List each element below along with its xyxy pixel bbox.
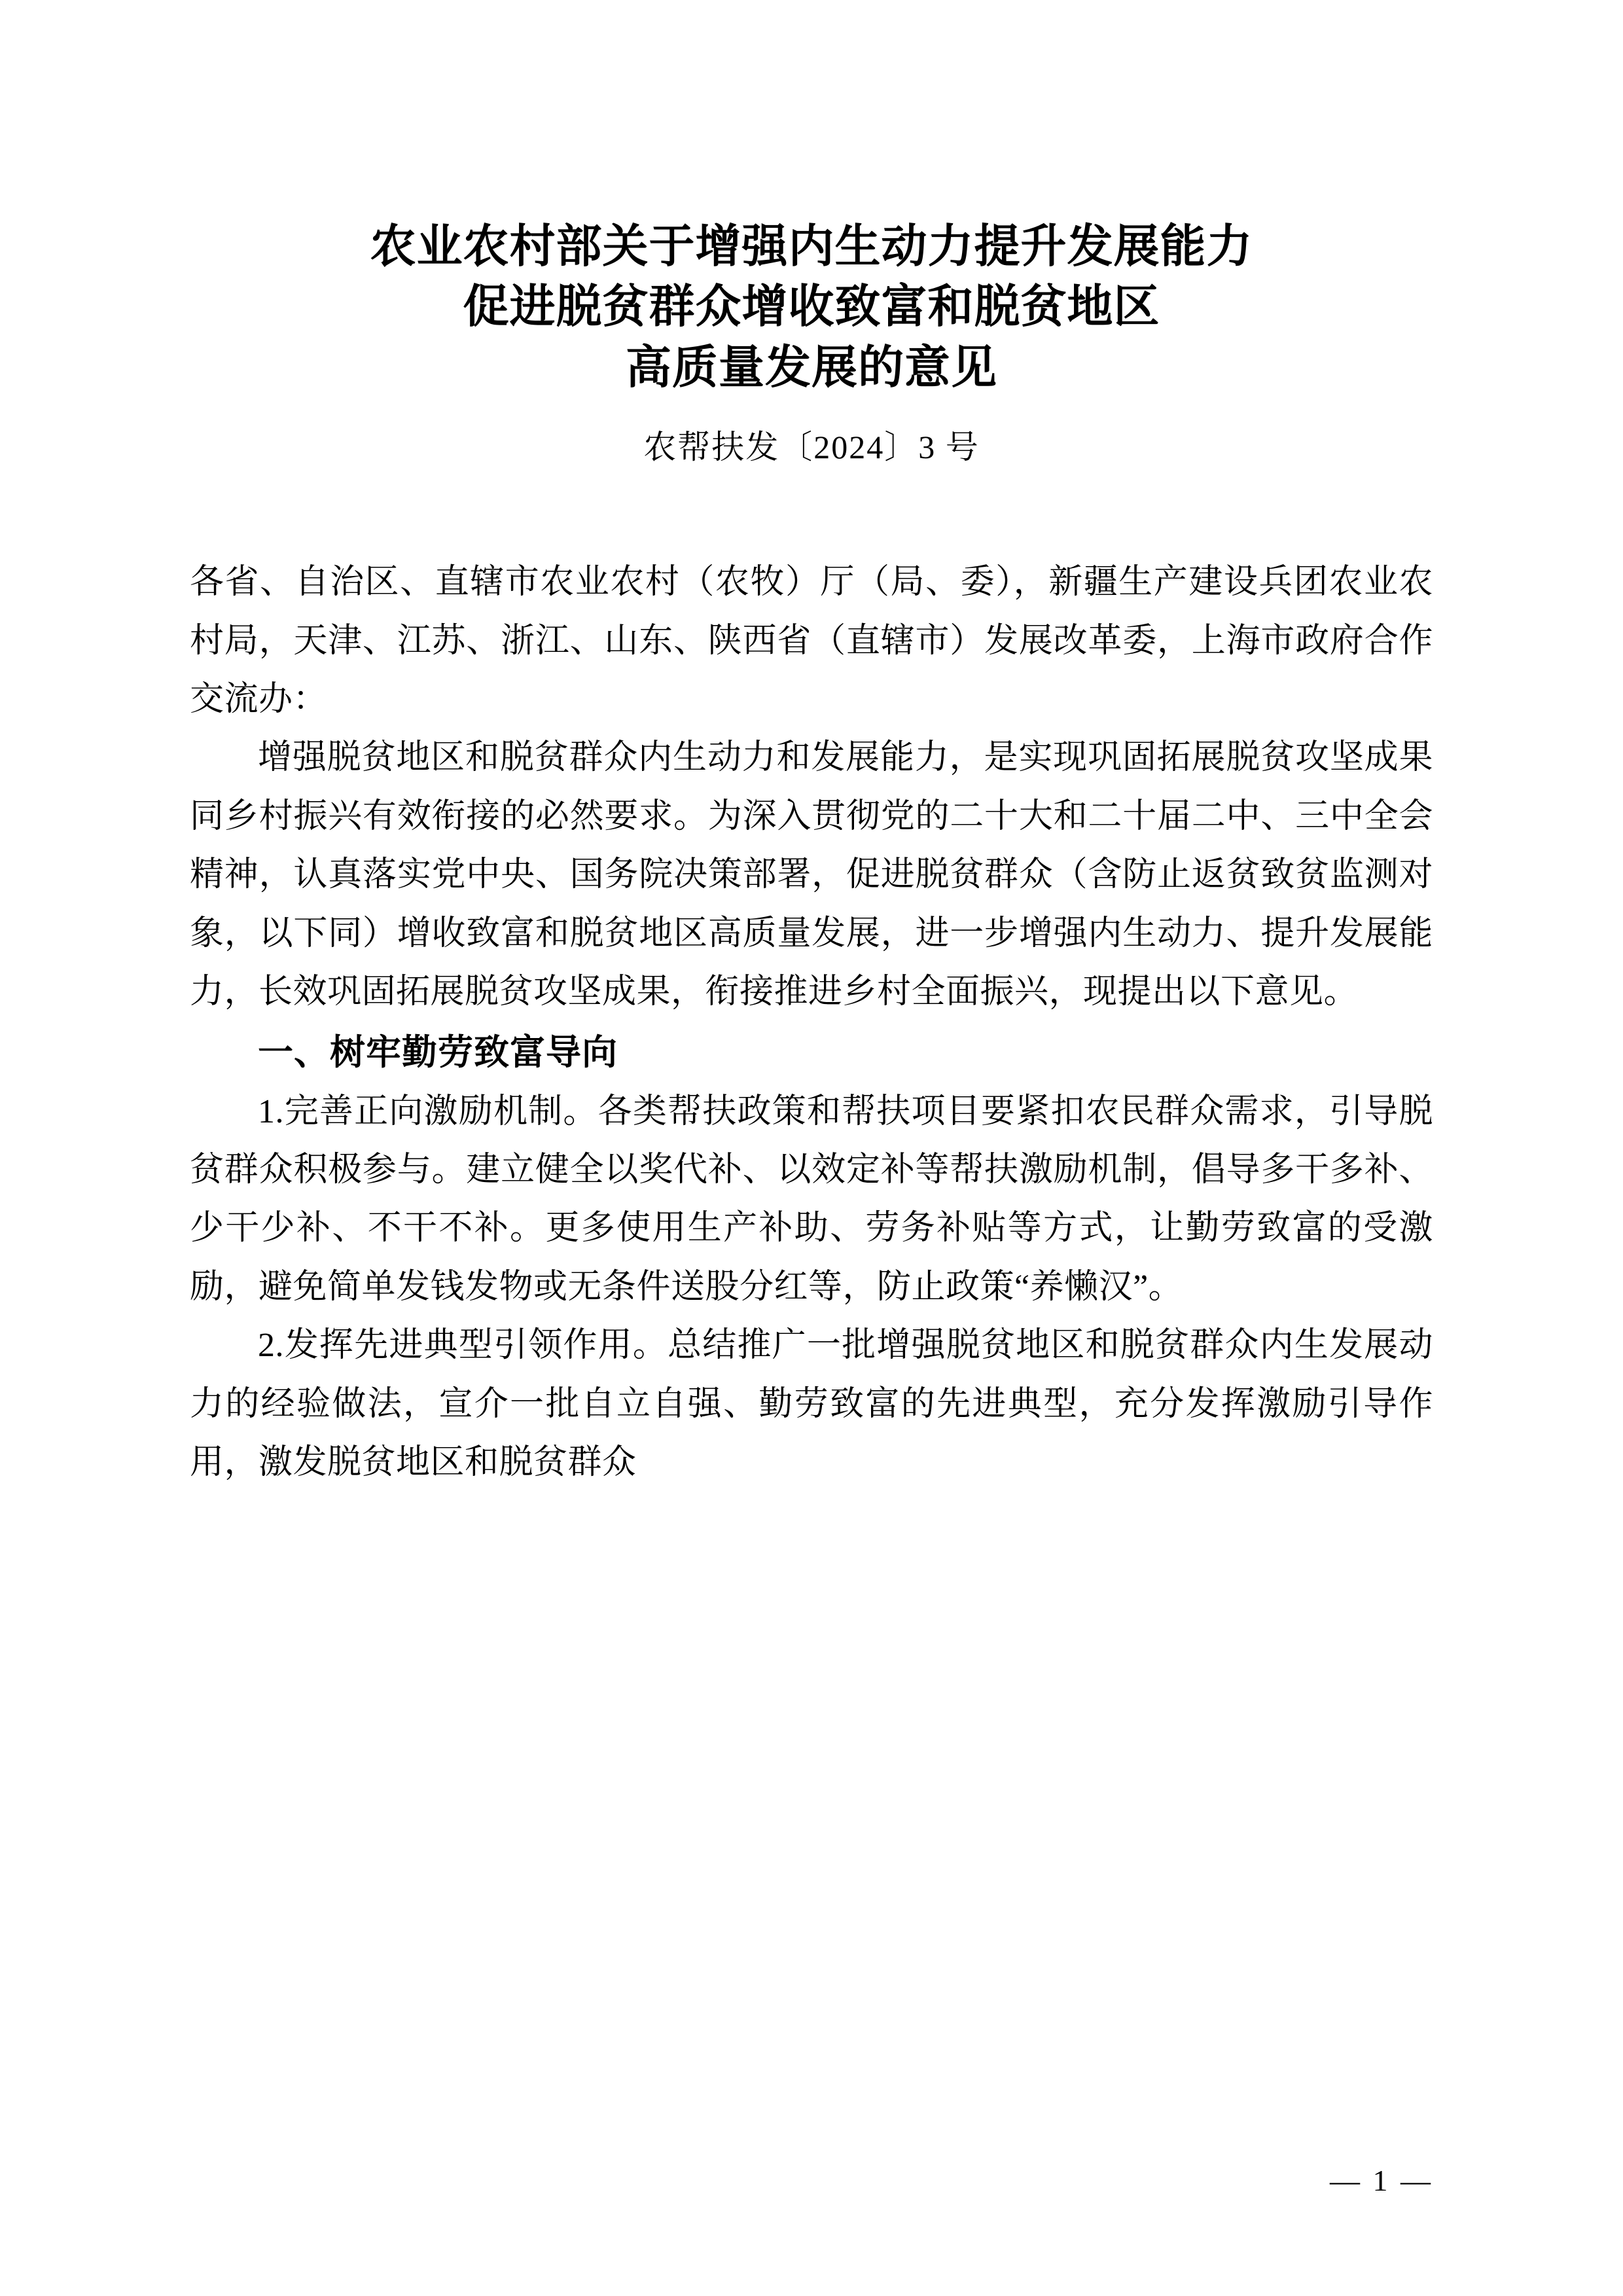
title-line-3: 高质量发展的意见 <box>626 339 997 394</box>
section-item-1: 1.完善正向激励机制。各类帮扶政策和帮扶项目要紧扣农民群众需求，引导脱贫群众积极参与。建立健全以奖代补、以效定补等帮扶激励机制，倡导多干多补、少干少补、不干不补。更多使用生产补助、劳务补贴等方式，让勤劳致富的受激励，避免简单发钱发物或无条件送股分红等，防止政策“养懒汉”。 <box>190 1092 1433 1306</box>
document-title <box>190 216 1433 397</box>
title-line-2: 促进脱贫群众增收致富和脱贫地区 <box>463 279 1160 334</box>
title-line-1: 农业农村部关于增强内生动力提升发展能力 <box>370 219 1253 273</box>
document-number: 农帮扶发〔2024〕3 号 <box>643 429 980 466</box>
section-item-2: 2.发挥先进典型引领作用。总结推广一批增强脱贫地区和脱贫群众内生发展动力的经验做法，宣介一批自立自强、勤劳致富的先进典型，充分发挥激励引导作用，激发脱贫地区和脱贫群众 <box>190 1327 1433 1482</box>
preamble-paragraph: 增强脱贫地区和脱贫群众内生动力和发展能力，是实现巩固拓展脱贫攻坚成果同乡村振兴有效衔接的必然要求。为深入贯彻党的二十大和二十届二中、三中全会精神，认真落实党中央、国务院决策部署，促进脱贫群众（含防止返贫致贫监测对象，以下同）增收致富和脱贫地区高质量发展，进一步增强内生动力、提升发展能力，长效巩固拓展脱贫攻坚成果，衔接推进乡村全面振兴，现提出以下意见。 <box>190 739 1433 1011</box>
page-number: — 1 — <box>1330 2164 1433 2197</box>
section-heading: 一、树牢勤劳致富导向 <box>258 1030 618 1073</box>
document-body <box>190 553 1433 1492</box>
addressee-paragraph: 各省、自治区、直辖市农业农村（农牧）厅（局、委），新疆生产建设兵团农业农村局，天津、江苏、浙江、山东、陕西省（直辖市）发展改革委，上海市政府合作交流办： <box>190 564 1433 719</box>
